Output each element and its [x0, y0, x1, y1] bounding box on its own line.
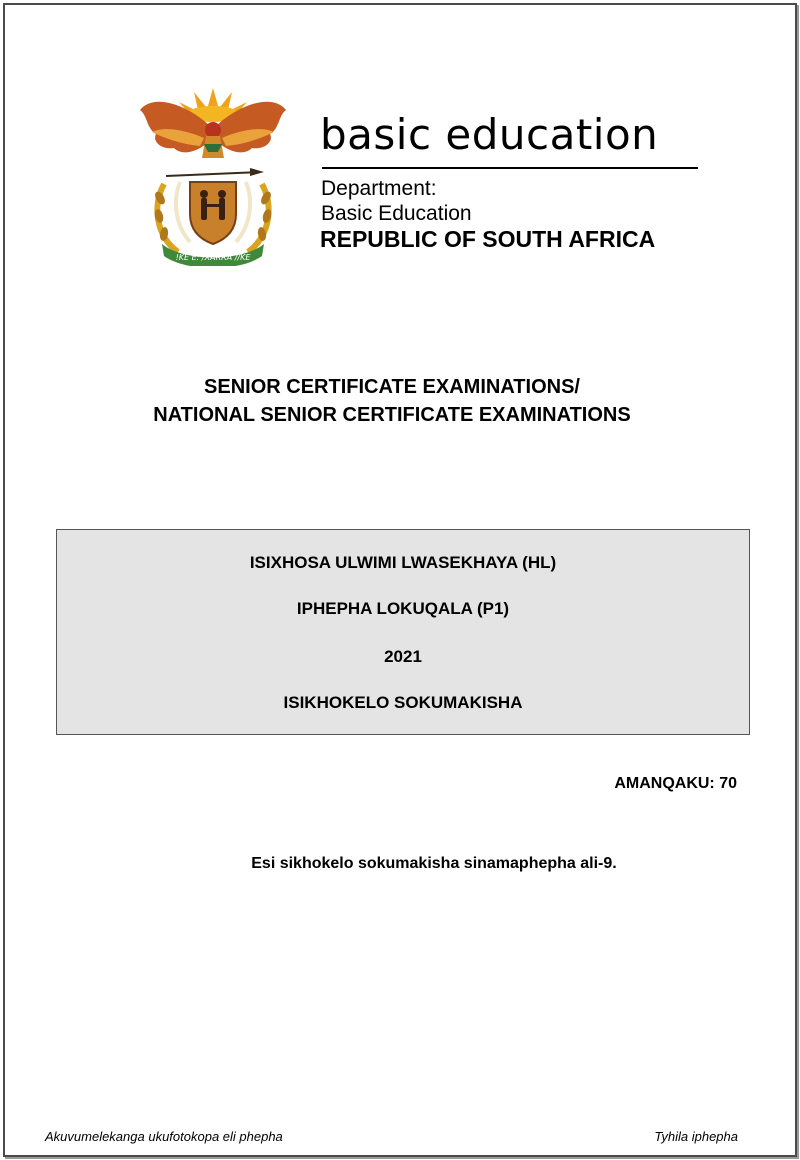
exam-title-line1: SENIOR CERTIFICATE EXAMINATIONS/	[204, 376, 580, 398]
total-marks: AMANQAKU: 70	[614, 775, 737, 792]
country-name: REPUBLIC OF SOUTH AFRICA	[320, 226, 656, 252]
exam-title-line2: NATIONAL SENIOR CERTIFICATE EXAMINATIONS	[153, 404, 631, 426]
footer-copyright-note: Akuvumelekanga ukufotokopa eli phepha	[45, 1129, 283, 1144]
crest-motto: !KE E: /XARRA //KE	[175, 253, 251, 262]
brand-rule	[322, 167, 698, 169]
document-type: ISIKHOKELO SOKUMAKISHA	[283, 693, 523, 712]
department-label: Department:	[321, 177, 437, 200]
brand-title: basic education	[320, 110, 659, 159]
footer-turn-over: Tyhila iphepha	[654, 1129, 738, 1144]
subject-name: ISIXHOSA ULWIMI LWASEKHAYA (HL)	[249, 553, 557, 572]
paper-number: IPHEPHA LOKUQALA (P1)	[296, 599, 510, 618]
coat-of-arms-icon	[134, 86, 292, 266]
page-count-note: Esi sikhokelo sokumakisha sinamaphepha ali-9.	[251, 855, 617, 872]
department-name: Basic Education	[321, 202, 472, 225]
exam-year: 2021	[384, 647, 422, 666]
subject-box	[56, 529, 750, 735]
